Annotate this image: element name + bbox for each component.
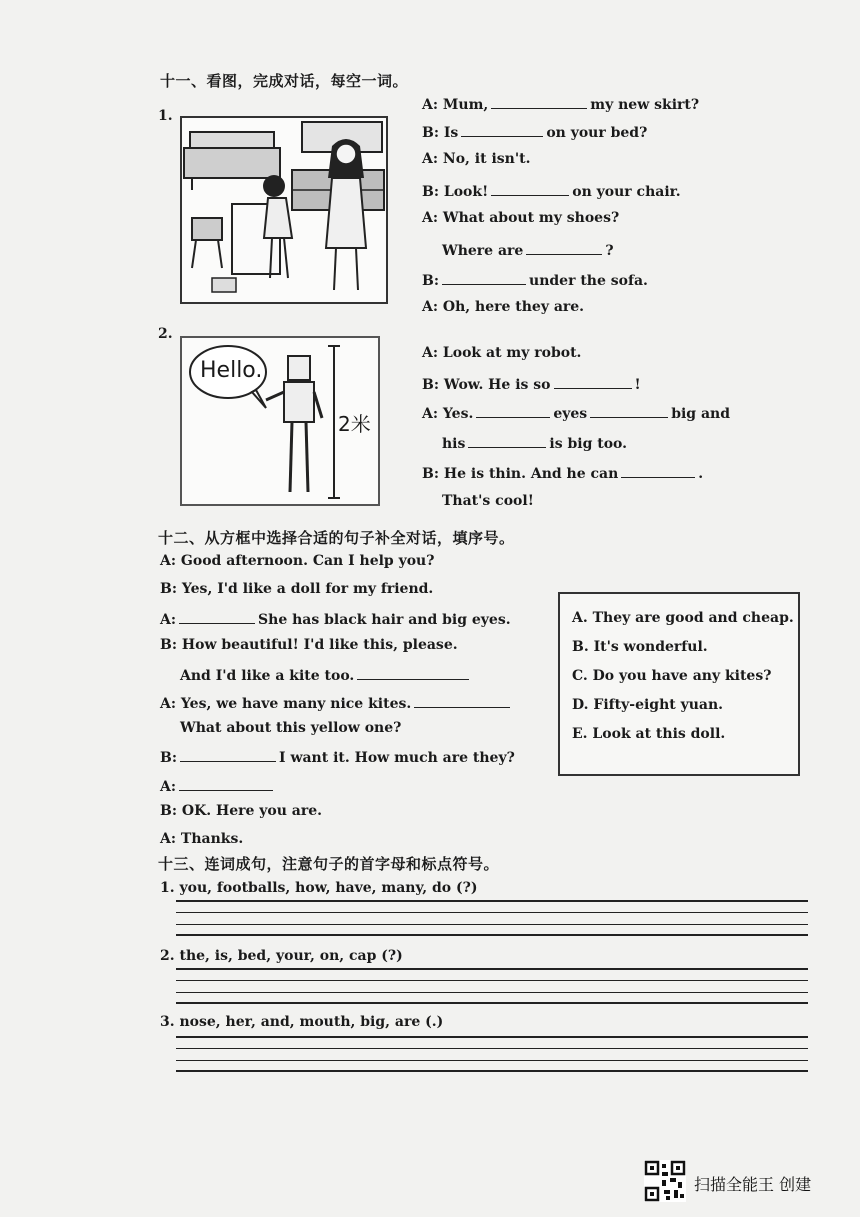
q1-line-3: A: No, it isn't. (422, 151, 531, 167)
option-b: B. It's wonderful. (572, 639, 708, 655)
s13-item-1: 1. you, footballs, how, have, many, do (?) (160, 880, 478, 896)
s12-blank-4[interactable] (180, 747, 276, 762)
q2-line-3-start: A: Yes. (422, 406, 474, 422)
q2-line-2-start: B: Wow. He is so (422, 377, 551, 393)
s12-line-5 (180, 665, 472, 684)
q1-line-8: A: Oh, here they are. (422, 299, 585, 315)
s12-line-3 (160, 609, 511, 628)
s12-line-9 (160, 776, 276, 795)
q2-blank-1[interactable] (554, 374, 632, 389)
writing-line (176, 934, 808, 936)
s12-blank-1[interactable] (179, 609, 255, 624)
q1-line-2-start: B: Is (422, 125, 459, 141)
q2-line-2 (422, 374, 641, 393)
speech-bubble-text: Hello. (200, 358, 263, 383)
s12-blank-3[interactable] (414, 693, 510, 708)
q1-line-6-end: ? (605, 243, 614, 259)
q2-line-1: A: Look at my robot. (422, 345, 582, 361)
q1-line-4-start: B: Look! (422, 184, 489, 200)
s12-line-6 (160, 693, 513, 712)
q1-line-4 (422, 181, 681, 200)
s13-item-3: 3. nose, her, and, mouth, big, are (.) (160, 1014, 444, 1030)
section-13-heading: 十三、连词成句，注意句子的首字母和标点符号。 (158, 855, 500, 873)
s13-item-2: 2. the, is, bed, your, on, cap (?) (160, 948, 403, 964)
writing-line (176, 1048, 808, 1049)
s12-line-6-start: A: Yes, we have many nice kites. (160, 696, 412, 712)
q2-line-3 (422, 403, 730, 422)
q1-line-7-end: under the sofa. (529, 273, 648, 289)
writing-line[interactable] (176, 900, 808, 902)
q2-line-3-end: big and (671, 406, 731, 422)
room-illustration (182, 118, 386, 302)
section-11-heading: 十一、看图，完成对话，每空一词。 (160, 72, 409, 90)
writing-line (176, 924, 808, 925)
s12-line-8 (160, 747, 515, 766)
s12-blank-5[interactable] (179, 776, 273, 791)
s12-blank-2[interactable] (357, 665, 469, 680)
q2-blank-3[interactable] (590, 403, 668, 418)
s12-line-8-start: B: (160, 750, 178, 766)
q2-blank-2[interactable] (476, 403, 550, 418)
q2-line-4 (442, 433, 627, 452)
q2-line-5-start: B: He is thin. And he can (422, 466, 619, 482)
q1-line-1-end: my new skirt? (590, 97, 700, 113)
q2-line-5 (422, 463, 703, 482)
writing-line (176, 912, 808, 913)
q1-line-2-end: on your bed? (546, 125, 648, 141)
q1-line-7 (422, 270, 648, 289)
writing-line (176, 1060, 808, 1061)
q1-line-1 (422, 94, 699, 113)
s12-line-8-end: I want it. How much are they? (279, 750, 515, 766)
writing-line (176, 992, 808, 993)
q1-blank-1[interactable] (491, 94, 587, 109)
s12-line-10: B: OK. Here you are. (160, 803, 323, 819)
s12-line-1: A: Good afternoon. Can I help you? (160, 553, 435, 569)
section-12-heading: 十二、从方框中选择合适的句子补全对话，填序号。 (158, 529, 515, 547)
robot-picture (180, 336, 380, 506)
q1-line-5: A: What about my shoes? (422, 210, 620, 226)
q1-line-2 (422, 122, 647, 141)
s12-line-11: A: Thanks. (160, 831, 244, 847)
watermark-text: 扫描全能王 创建 (694, 1175, 812, 1194)
q1-blank-2[interactable] (461, 122, 543, 137)
s12-line-3-end: She has black hair and big eyes. (258, 612, 511, 628)
option-a: A. They are good and cheap. (572, 610, 794, 626)
writing-line (176, 1002, 808, 1004)
q1-blank-4[interactable] (526, 240, 602, 255)
q2-line-5-end: . (698, 466, 704, 482)
q1-line-1-start: A: Mum, (422, 97, 489, 113)
q1-line-7-start: B: (422, 273, 440, 289)
height-label: 2米 (338, 412, 371, 436)
q1-line-4-end: on your chair. (572, 184, 681, 200)
room-picture (180, 116, 388, 304)
s12-line-7: What about this yellow one? (180, 720, 402, 736)
scanner-watermark (644, 1160, 844, 1204)
s12-line-5-start: And I'd like a kite too. (180, 668, 355, 684)
s12-line-2: B: Yes, I'd like a doll for my friend. (160, 581, 434, 597)
q1-blank-3[interactable] (491, 181, 569, 196)
qr-code-icon (644, 1160, 686, 1202)
q2-line-4-start: his (442, 436, 466, 452)
q2-line-3-mid: eyes (553, 406, 588, 422)
q2-blank-5[interactable] (621, 463, 695, 478)
q2-number: 2. (158, 326, 173, 342)
s12-line-3-start: A: (160, 612, 177, 628)
option-d: D. Fifty-eight yuan. (572, 697, 724, 713)
option-e: E. Look at this doll. (572, 726, 726, 742)
q1-blank-5[interactable] (442, 270, 526, 285)
q1-line-6 (442, 240, 614, 259)
q1-line-6-start: Where are (442, 243, 524, 259)
options-box (558, 592, 800, 776)
q2-blank-4[interactable] (468, 433, 546, 448)
writing-line (176, 980, 808, 981)
q2-line-4-end: is big too. (549, 436, 628, 452)
q1-number: 1. (158, 108, 173, 124)
q2-line-6: That's cool! (442, 493, 534, 509)
q2-line-2-end: ! (634, 377, 641, 393)
s12-line-4: B: How beautiful! I'd like this, please. (160, 637, 458, 653)
s12-line-9-start: A: (160, 779, 177, 795)
option-c: C. Do you have any kites? (572, 668, 772, 684)
writing-line (176, 1070, 808, 1072)
writing-line[interactable] (176, 1036, 808, 1038)
writing-line[interactable] (176, 968, 808, 970)
